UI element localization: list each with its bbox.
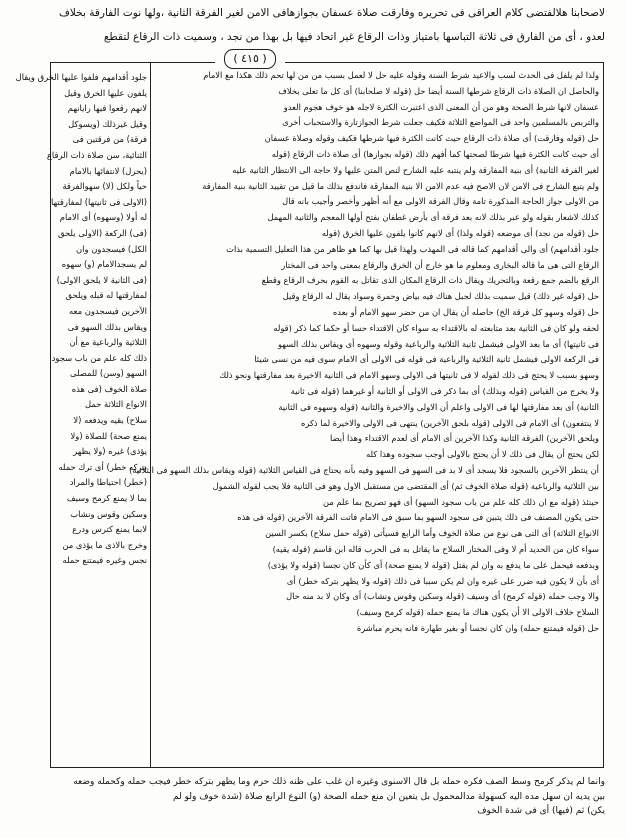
commentary-text-line: من الاولى جواز الحاجة المذكورة تامة وقال الفرقة الاولى مع أنه أظهر وأخصر وأجيب بانه قال xyxy=(282,196,599,207)
commentary-text-line: ولا يخرج من القياس (قوله وبذلك) أى بما ذكر فى الاولى أو الثانية أو غيرهما (قوله فى ثانية xyxy=(290,385,599,396)
margin-text-line: (فى الثانية لا يلحق الاولى) xyxy=(56,274,147,285)
commentary-text-line: أن ينتظر الآخرين بالسجود فلا يسجد أى لا بد فى السهو فى السهو وفيه بأنه يحتاج فى القياس الثلاثية (قوله ويقاس بذلك السهو فى الثلاثية) xyxy=(129,464,599,475)
margin-text-line: لم يسجدالامام (و) سهوه xyxy=(61,259,147,270)
margin-text-line: يؤذى) غيره (ولا يظهر xyxy=(73,446,147,457)
page-number-label: ( ٤١٥ ) xyxy=(224,49,275,69)
margin-text-line: جلود أقدامهم فلفوا عليها الخرق ويقال xyxy=(15,72,147,82)
margin-text-line: (فى) الركعة (الاولى يلحق xyxy=(58,227,147,238)
commentary-text-line: كذلك لاشعار بقوله ولو عبر بذلك لانه بعد فرقة أى بأرض غطفان بفتح أولها المعجم والثانية المهمل xyxy=(267,212,599,223)
margin-text-line: فرقة) من فرقتين فى xyxy=(72,134,147,145)
footer-text-line: وانما لم يذكر كرمح وسط الصف فكره حمله بل قال الاسنوى وغيره ان غلب على ظنه ذلك حرم وما يظهر بتركه خطر فيجب حمله وكحمله وضعه xyxy=(73,777,605,787)
commentary-column xyxy=(129,68,602,764)
commentary-text-line: السلاح خلاف الاولى الا أن يكون هناك ما يمنع حمله (قوله كرمح وسيف) xyxy=(356,607,599,618)
commentary-text-line: عسفان لانها شرط الصحة وهو من أن المعنى الذى اعتبرت الكثرة لاجله هو خوف هجوم العدو xyxy=(283,101,599,112)
margin-text-line: الكل) فيسجدون وان xyxy=(76,243,147,254)
footer-text-line: يكن) ثم (فيها) أى فى شدة الخوف xyxy=(477,806,605,816)
margin-text-line: الثنائية، سن صلاة ذات الرقاع xyxy=(46,149,147,160)
commentary-text-line: الانواع الثلاثة) أى التى هى نوع من صلاة الخوف وأما الرابع فسيأتى (قوله حمل سلاح) بكسر السين xyxy=(265,528,599,539)
commentary-text-line: الثانية) أى بعد مفارقتها لها فى الاولى واعلم أن الاولى والاخيرة والثانية (قوله وسهوه فى الثانية xyxy=(278,401,599,412)
margin-text-line: صلاة الخوف (فى هذه xyxy=(71,383,147,394)
margin-text-line: ذلك كله علم من باب سجود xyxy=(51,352,147,363)
commentary-text-line: الرقع بالضم جمع رقعة وبالتحريك ويقال ذات الرقاع المكان الذى تقاتل به القوم بحرف الرقاع وقطع xyxy=(261,275,599,286)
commentary-text-line: الرقاع التى هى ما قاله البخارى ومعلوم ما هو خارج أن الخرق والرقاع بمعنى واحد فى المختار xyxy=(281,259,599,270)
margin-text-line: الآخرين فيسجدون معه xyxy=(69,305,147,316)
margin-text-line: يلفون عليها الخرق وقيل xyxy=(64,87,147,98)
commentary-text-line: فى ثانيتها) أى ما بعد الاولى فيشمل ثانية الثلاثية والرباعية وقوله وسهوه أى ويقاس بذلك السهو xyxy=(277,338,599,349)
commentary-text-line: أى حيث كانت الكثرة فيها شرطا لصحتها كما أفهم ذلك (قوله بجوازها) أى صلاة ذات الرقاع (قوله xyxy=(271,148,599,159)
margin-column xyxy=(15,70,150,760)
header-line-2: لعدو ، أى من الفارق فى ثلاثة التباسها بامتياز وذات الرقاع غير اتحاد فيها بل بهذا من نجد ، وسميت ذات الرقاع لتقطع xyxy=(103,31,605,43)
commentary-text-line: لا ينتفعون) أى الامام فى الاولى (قوله بلحق الآخرين) ينتهى فى الاولى والاخيرة لما ذكره xyxy=(301,417,599,428)
margin-text-line: (خطر) احتياطا والمراد xyxy=(69,477,147,488)
footer-text-line: بين يديه ان سهل مده اليه كسهولة مدالمحمول بل يتعين ان منع حمله الصحة (و) النوع الرابع صلاة (شدة خوف ولو لم xyxy=(173,791,605,802)
commentary-text-line: حل (قوله وسهو كل فرقة الخ) حاصله أن يقال ان من حضر سهو الامام أو بعده xyxy=(332,306,599,317)
margin-text-line: نجس وغيره فيمتنع حمله xyxy=(62,555,147,566)
commentary-text-line: حينئذ (قوله مع ان ذلك كله علم من باب سجود السهو) أى فهو تصريح بما علم من xyxy=(322,496,599,507)
margin-text-line: السهو (وسن) للمصلى xyxy=(69,368,147,379)
margin-text-line: الثلاثية والرباعية مع أن xyxy=(69,337,147,348)
commentary-text-line: حل (قوله وفارقت) أى صلاة ذات الرقاع حيث كانت الكثرة فيها شرطها فكيف وقوله وصلاة عسفان xyxy=(264,133,599,144)
commentary-text-line: سواء كان من الحديد أم لا وفى المختار السلاح ما يقاتل به فى الحرب قاله ابن قاسم (قوله يقيه) xyxy=(272,543,599,554)
commentary-text-line: لحقه ولو كان فى الثانية بعد متابعته له بالاقتداء به سواء كان الاقتداء حسا أو حكما كما ذكر (قوله xyxy=(273,322,599,333)
margin-text-line: بتركه خطر) أى ترك حمله xyxy=(58,461,147,472)
column-divider xyxy=(150,62,151,768)
commentary-text-line: والتربص بالمسلمين واحد فى المواضع الثلاثة فكيف جعلت شرط الجوازتارة والاستحباب أخرى xyxy=(282,117,599,128)
commentary-text-line: حل (قوله فيمتنع حمله) وان كان نجسا أو بغير طهارة فانه يحرم مباشرة xyxy=(356,622,599,633)
footer-text xyxy=(50,775,605,819)
commentary-text-line: والا وجب حمله (قوله كرمح) أى وسيف (قوله وسكين وقوس ونشاب) أى وكان لا بد منه حال xyxy=(286,591,599,602)
commentary-text-line: ولذا لم يلفل فى الحدث لسب والاعيد شرط السنة وقوله عليه حل لا لعمل بسبب من من لها تحم ذلك هكذا مع الامام xyxy=(203,70,599,80)
margin-text-line: وقيل غيرذلك (ويسوكل xyxy=(68,118,147,129)
margin-text-line: الانواع الثلاثة حمل xyxy=(85,399,147,410)
margin-text-line: (يحرل) لانتفائها بالامام xyxy=(69,165,147,176)
commentary-text-line: حتى يكون المصنف فى ذلك يتبين فى سجود السهو بما سبق فى الامام فاتت الفرقة الآخرين (قوله فى هذه xyxy=(237,512,599,523)
margin-text-line: وخرج بالاذى ما يؤذى من xyxy=(62,539,147,550)
commentary-text-line: ويلحق الآخرين) الفرقة الثانية وكذا الآخرين أى الامام أى لعدم الاقتداء وهذا أيضا xyxy=(330,433,599,444)
margin-text-line: لمفارقتها له قبله ويلحق xyxy=(65,290,147,301)
margin-text-line: (الاولى فى ثانيتها) لمفارقتها xyxy=(50,196,147,207)
margin-text-line: ويقاس بذلك السهو فى xyxy=(67,321,147,332)
margin-text-line: سلاح) يقيه ويدفعه (لا xyxy=(73,415,147,426)
commentary-text-line: بين الثلاثية والرباعية (قوله صلاة الخوف ثم) أى المقتضى من مستقبل الاول وهو فى الثانية فلا يجب لقوله الشمول xyxy=(212,480,599,491)
commentary-text-line: حل (قوله غير ذلك) قيل سميت بذلك لجبل هناك فيه بياض وحمرة وسواد يقال له الرقاع وقيل xyxy=(282,291,599,302)
commentary-text-line: والحاصل ان الصلاة ذات الرقاع شرطها السنة أيضا حل (قوله لا صلحابنا) أى كل ما تعلى بخلاف xyxy=(278,85,599,96)
commentary-text-line: وسهو بسبب لا يحتج فى ذلك لقوله لا فى ثانيتها فى الاولى وسهو الامام فى الثانية الاخيرة بعد مفارقتها ونحو ذلك xyxy=(219,370,599,381)
commentary-text-line: فى الركعة الاولى فيشمل ثانية الثلاثية والرباعية فى قوله فى الاولى أى الامام سوى فيه من نسى شيئا xyxy=(254,354,599,365)
margin-text-line: يمنع صحة) للصلاة (ولا xyxy=(70,430,147,441)
commentary-text-line: ولم يتبع الشارح فى الامن لان الاصح فيه عدم الامن الا بنية المفارقة فاندفع بذلك ما قيل من تقييد الثانية بنية المفارقة xyxy=(202,180,599,191)
margin-text-line: وسكين وقوس ونشاب xyxy=(70,508,147,519)
commentary-text-line: حل (قوله من نجد) أى موضعه (قوله ولذا) أى لانهم كانوا يلفون عليها الخرق (قوله xyxy=(321,227,599,238)
commentary-text-line: أى بأن لا يكون فيه ضرر على غيره وان لم يكن سببا فى ذلك (قوله ولا يظهر بتركه خطر) أى xyxy=(286,575,599,586)
margin-text-line: لابما يمنع كترس ودرع xyxy=(72,524,147,535)
margin-text-line: بما لا يمنع كرمح وسيف xyxy=(66,493,147,504)
margin-text-line: لانهم رقعوا فيها رايانهم xyxy=(67,103,147,114)
page-number xyxy=(215,49,285,67)
commentary-text-line: لغير الفرقة الثانية) أى بنية المفارقة ولم ينتبه عليه الشارح لنص المتن عليها ولا حاجة الى الانتظار الثانية عليه xyxy=(232,164,599,175)
margin-text-line: حياً ولكل (لا) سهوالفرقة xyxy=(62,181,147,192)
commentary-text-line: جلود أقدامهم) أى والى أقدامهم كما قاله فى المهذب ولهذا قيل بها كما هو ظاهر من هذا التعليل التسمية بذات xyxy=(226,243,599,254)
header-line-1: لاصحابنا هلالفتضى كلام العراقى فى تحريره وفارقت صلاة عسفان بجوازهافى الامن لغير الفرقة الثانية ،ولها نوت الفارقة بخلاف xyxy=(59,7,605,19)
margin-text-line: له أولا (وسهوه) أى الامام xyxy=(59,212,147,223)
commentary-text-line: لكن يحتج أن يقال فى ذلك لا أن يحتج بالاولى أوجب سجوده وهذا كله xyxy=(366,449,599,460)
commentary-text-line: وبدفعه فيحمل على ما يدفع به وان لم يقتل (قوله لا يمنع صحة) أى كأن كان نجسا (قوله ولا يؤذى) xyxy=(267,559,599,570)
